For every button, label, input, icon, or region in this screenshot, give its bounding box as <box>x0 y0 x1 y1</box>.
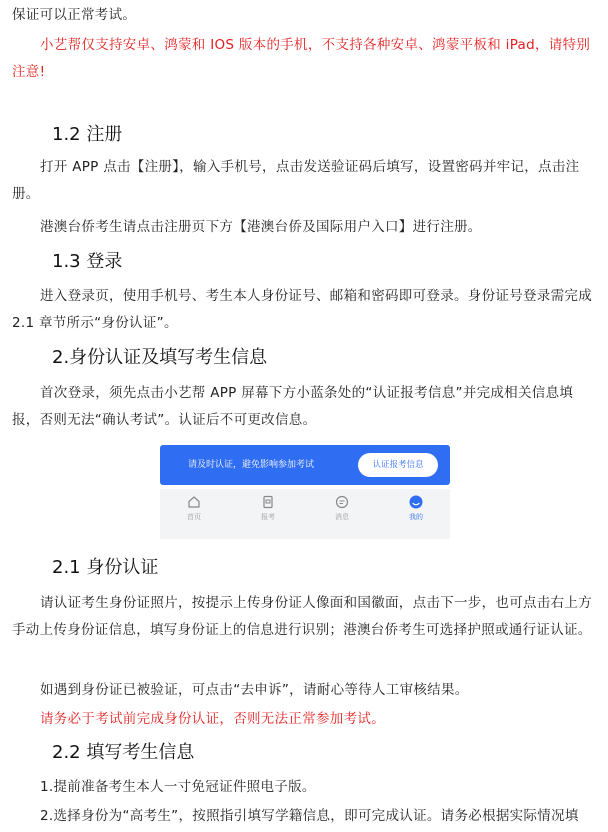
device-warning: 小艺帮仅支持安卓、鸿蒙和 IOS 版本的手机，不支持各种安卓、鸿蒙平板和 iPad，请特别注意! <box>12 37 591 80</box>
info-paragraph-2: 2.选择身份为“高考生”，按照指引填写学籍信息，即可完成认证。请务必根据实际情况填 <box>40 808 579 824</box>
tab-apply[interactable] <box>244 495 292 522</box>
tab-label-messages: 消息 <box>335 513 349 521</box>
tab-label-mine: 我的 <box>409 513 423 521</box>
home-icon <box>187 495 201 509</box>
tab-label-home: 首页 <box>187 513 201 521</box>
auth-paragraph-2: 如遇到身份证已被验证，可点击“去申诉”，请耐心等待人工审核结果。 <box>40 682 469 698</box>
heading-info: 2.2 填写考生信息 <box>52 742 195 763</box>
profile-icon <box>409 495 423 509</box>
heading-register: 1.2 注册 <box>52 124 123 145</box>
heading-auth: 2.1 身份认证 <box>52 557 159 578</box>
register-paragraph-2: 港澳台侨考生请点击注册页下方【港澳台侨及国际用户入口】进行注册。 <box>40 219 482 235</box>
heading-login: 1.3 登录 <box>52 251 123 272</box>
app-screenshot <box>160 445 450 539</box>
verify-info-button[interactable]: 认证报考信息 <box>358 453 438 477</box>
message-icon <box>335 495 349 509</box>
info-paragraph-1: 1.提前准备考生本人一寸免冠证件照电子版。 <box>40 779 316 795</box>
login-paragraph: 进入登录页，使用手机号、考生本人身份证号、邮箱和密码即可登录。身份证号登录需完成 2.1 章节所示“身份认证”。 <box>12 288 592 331</box>
intro-line: 保证可以正常考试。 <box>12 7 137 23</box>
banner-text: 请及时认证，避免影响参加考试 <box>188 460 315 470</box>
document-icon <box>261 495 275 509</box>
tab-home[interactable] <box>170 495 218 522</box>
tab-label-apply: 报考 <box>261 513 275 521</box>
auth-paragraph-1: 请认证考生身份证照片，按提示上传身份证人像面和国徽面，点击下一步，也可点击右上方手动上传身份证信息，填写身份证上的信息进行识别；港澳台侨考生可选择护照或通行证认证。 <box>12 595 592 638</box>
heading-identity: 2.身份认证及填写考生信息 <box>52 347 268 368</box>
identity-paragraph: 首次登录，须先点击小艺帮 APP 屏幕下方小蓝条处的“认证报考信息”并完成相关信息填报，否则无法“确认考试”。认证后不可更改信息。 <box>12 385 574 428</box>
auth-warning: 请务必于考试前完成身份认证，否则无法正常参加考试。 <box>40 711 385 727</box>
register-paragraph-1: 打开 APP 点击【注册】，输入手机号，点击发送验证码后填写，设置密码并牢记，点击注册。 <box>12 159 580 202</box>
tab-mine[interactable] <box>392 495 440 522</box>
bottom-tab-bar <box>160 489 450 539</box>
verify-banner <box>160 445 450 485</box>
tab-messages[interactable] <box>318 495 366 522</box>
